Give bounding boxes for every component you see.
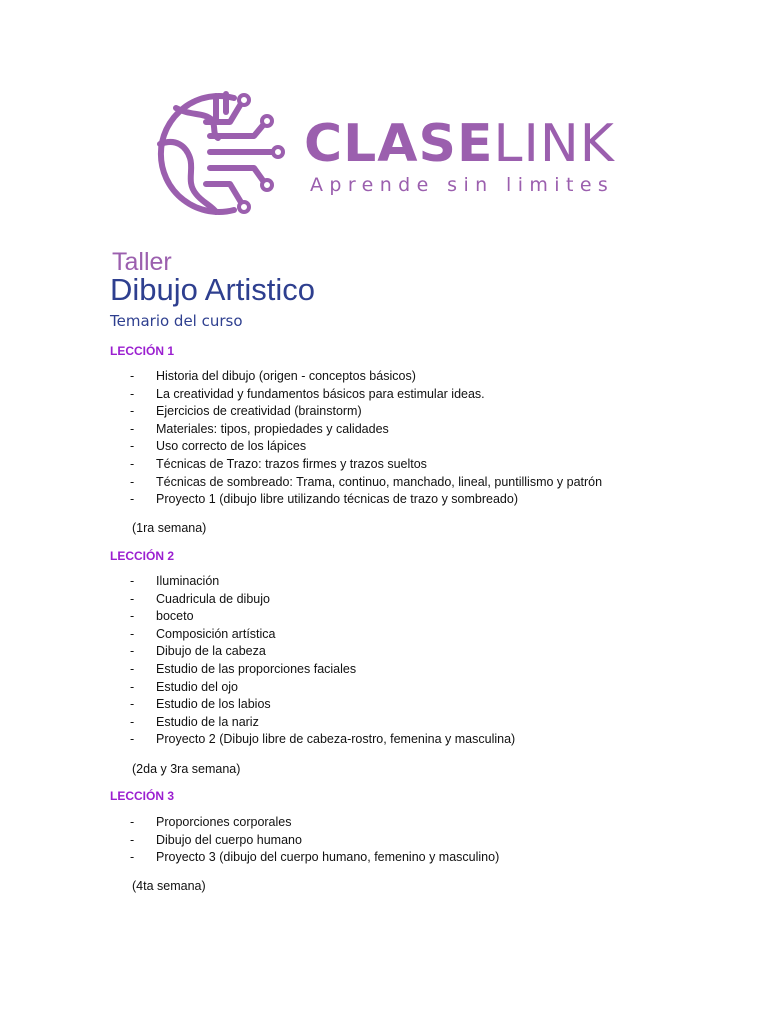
brand-tagline: Aprende sin limites: [310, 174, 615, 196]
list-item-text: Estudio de los labios: [156, 697, 271, 712]
brand-name-light: LINK: [493, 114, 615, 174]
list-item: [130, 573, 515, 591]
list-item: [130, 696, 515, 714]
list-dash: -: [130, 386, 135, 401]
list-item: [130, 661, 515, 679]
list-item: [130, 421, 602, 439]
list-item-text: Cuadricula de dibujo: [156, 591, 270, 606]
list-item-text: Materiales: tipos, propiedades y calidades: [156, 421, 389, 436]
list-item: [130, 438, 602, 456]
list-item: [130, 731, 515, 749]
list-item-text: Proporciones corporales: [156, 815, 292, 829]
list-item: [130, 832, 499, 850]
list-item: [130, 608, 515, 626]
course-subtitle: Temario del curso: [110, 312, 243, 330]
lesson-3-week: (4ta semana): [132, 879, 206, 893]
list-item-text: Estudio de las proporciones faciales: [156, 661, 357, 676]
list-item: [130, 386, 602, 404]
list-dash: -: [130, 421, 135, 436]
list-item: [130, 643, 515, 661]
list-item: [130, 491, 602, 509]
claselink-logo: [146, 86, 616, 222]
list-item: [130, 368, 602, 386]
list-item-text: La creatividad y fundamentos básicos para estimular ideas.: [156, 386, 485, 401]
brand-name-bold: CLASE: [304, 114, 494, 174]
list-item-text: boceto: [156, 609, 194, 624]
list-dash: -: [130, 456, 135, 471]
lesson-1-heading: LECCIÓN 1: [110, 344, 175, 358]
list-dash: -: [130, 697, 135, 712]
lesson-3-heading: LECCIÓN 3: [110, 789, 175, 803]
list-dash: -: [130, 439, 135, 454]
globe-circuit-icon: [146, 86, 286, 222]
list-item-text: Ejercicios de creatividad (brainstorm): [156, 404, 362, 419]
list-dash: -: [130, 815, 135, 829]
list-item-text: Dibujo del cuerpo humano: [156, 832, 302, 847]
list-item: [130, 474, 602, 492]
list-dash: -: [130, 644, 135, 659]
list-dash: -: [130, 850, 135, 865]
list-dash: -: [130, 732, 135, 747]
list-item: [130, 679, 515, 697]
lesson-2-list: [130, 573, 515, 749]
lesson-2-heading: LECCIÓN 2: [110, 549, 175, 563]
lesson-2-week: (2da y 3ra semana): [132, 762, 241, 776]
list-dash: -: [130, 574, 135, 588]
list-item: [130, 814, 499, 832]
list-dash: -: [130, 679, 135, 694]
lesson-3-list: [130, 814, 499, 867]
list-item: [130, 591, 515, 609]
list-item: [130, 714, 515, 732]
lesson-1-list: [130, 368, 602, 509]
list-dash: -: [130, 492, 135, 507]
list-item: [130, 403, 602, 421]
lesson-1-week: (1ra semana): [132, 521, 207, 535]
list-item-text: Estudio del ojo: [156, 679, 239, 694]
list-dash: -: [130, 609, 135, 624]
list-item-text: Uso correcto de los lápices: [156, 439, 307, 454]
list-item-text: Proyecto 3 (dibujo del cuerpo humano, femenino y masculino): [156, 850, 500, 865]
list-item-text: Estudio de la nariz: [156, 714, 259, 729]
list-dash: -: [130, 404, 135, 419]
list-item-text: Técnicas de sombreado: Trama, continuo, manchado, lineal, puntillismo y patrón: [156, 474, 603, 489]
course-type: Taller: [112, 248, 172, 276]
list-item-text: Proyecto 1 (dibujo libre utilizando técnicas de trazo y sombreado): [156, 492, 518, 507]
list-dash: -: [130, 626, 135, 641]
list-dash: -: [130, 714, 135, 729]
brand-name: [304, 114, 615, 174]
list-dash: -: [130, 591, 135, 606]
list-item: [130, 849, 499, 867]
list-dash: -: [130, 661, 135, 676]
list-item-text: Historia del dibujo (origen - conceptos básicos): [156, 369, 416, 383]
list-item-text: Proyecto 2 (Dibujo libre de cabeza-rostro, femenina y masculina): [156, 732, 516, 747]
list-dash: -: [130, 832, 135, 847]
course-title: Dibujo Artistico: [110, 272, 316, 307]
list-item-text: Composición artística: [156, 626, 276, 641]
list-item-text: Dibujo de la cabeza: [156, 644, 266, 659]
list-item: [130, 456, 602, 474]
list-dash: -: [130, 474, 135, 489]
list-item-text: Iluminación: [156, 574, 220, 588]
list-item: [130, 626, 515, 644]
list-item-text: Técnicas de Trazo: trazos firmes y trazos sueltos: [156, 456, 427, 471]
list-dash: -: [130, 369, 135, 383]
